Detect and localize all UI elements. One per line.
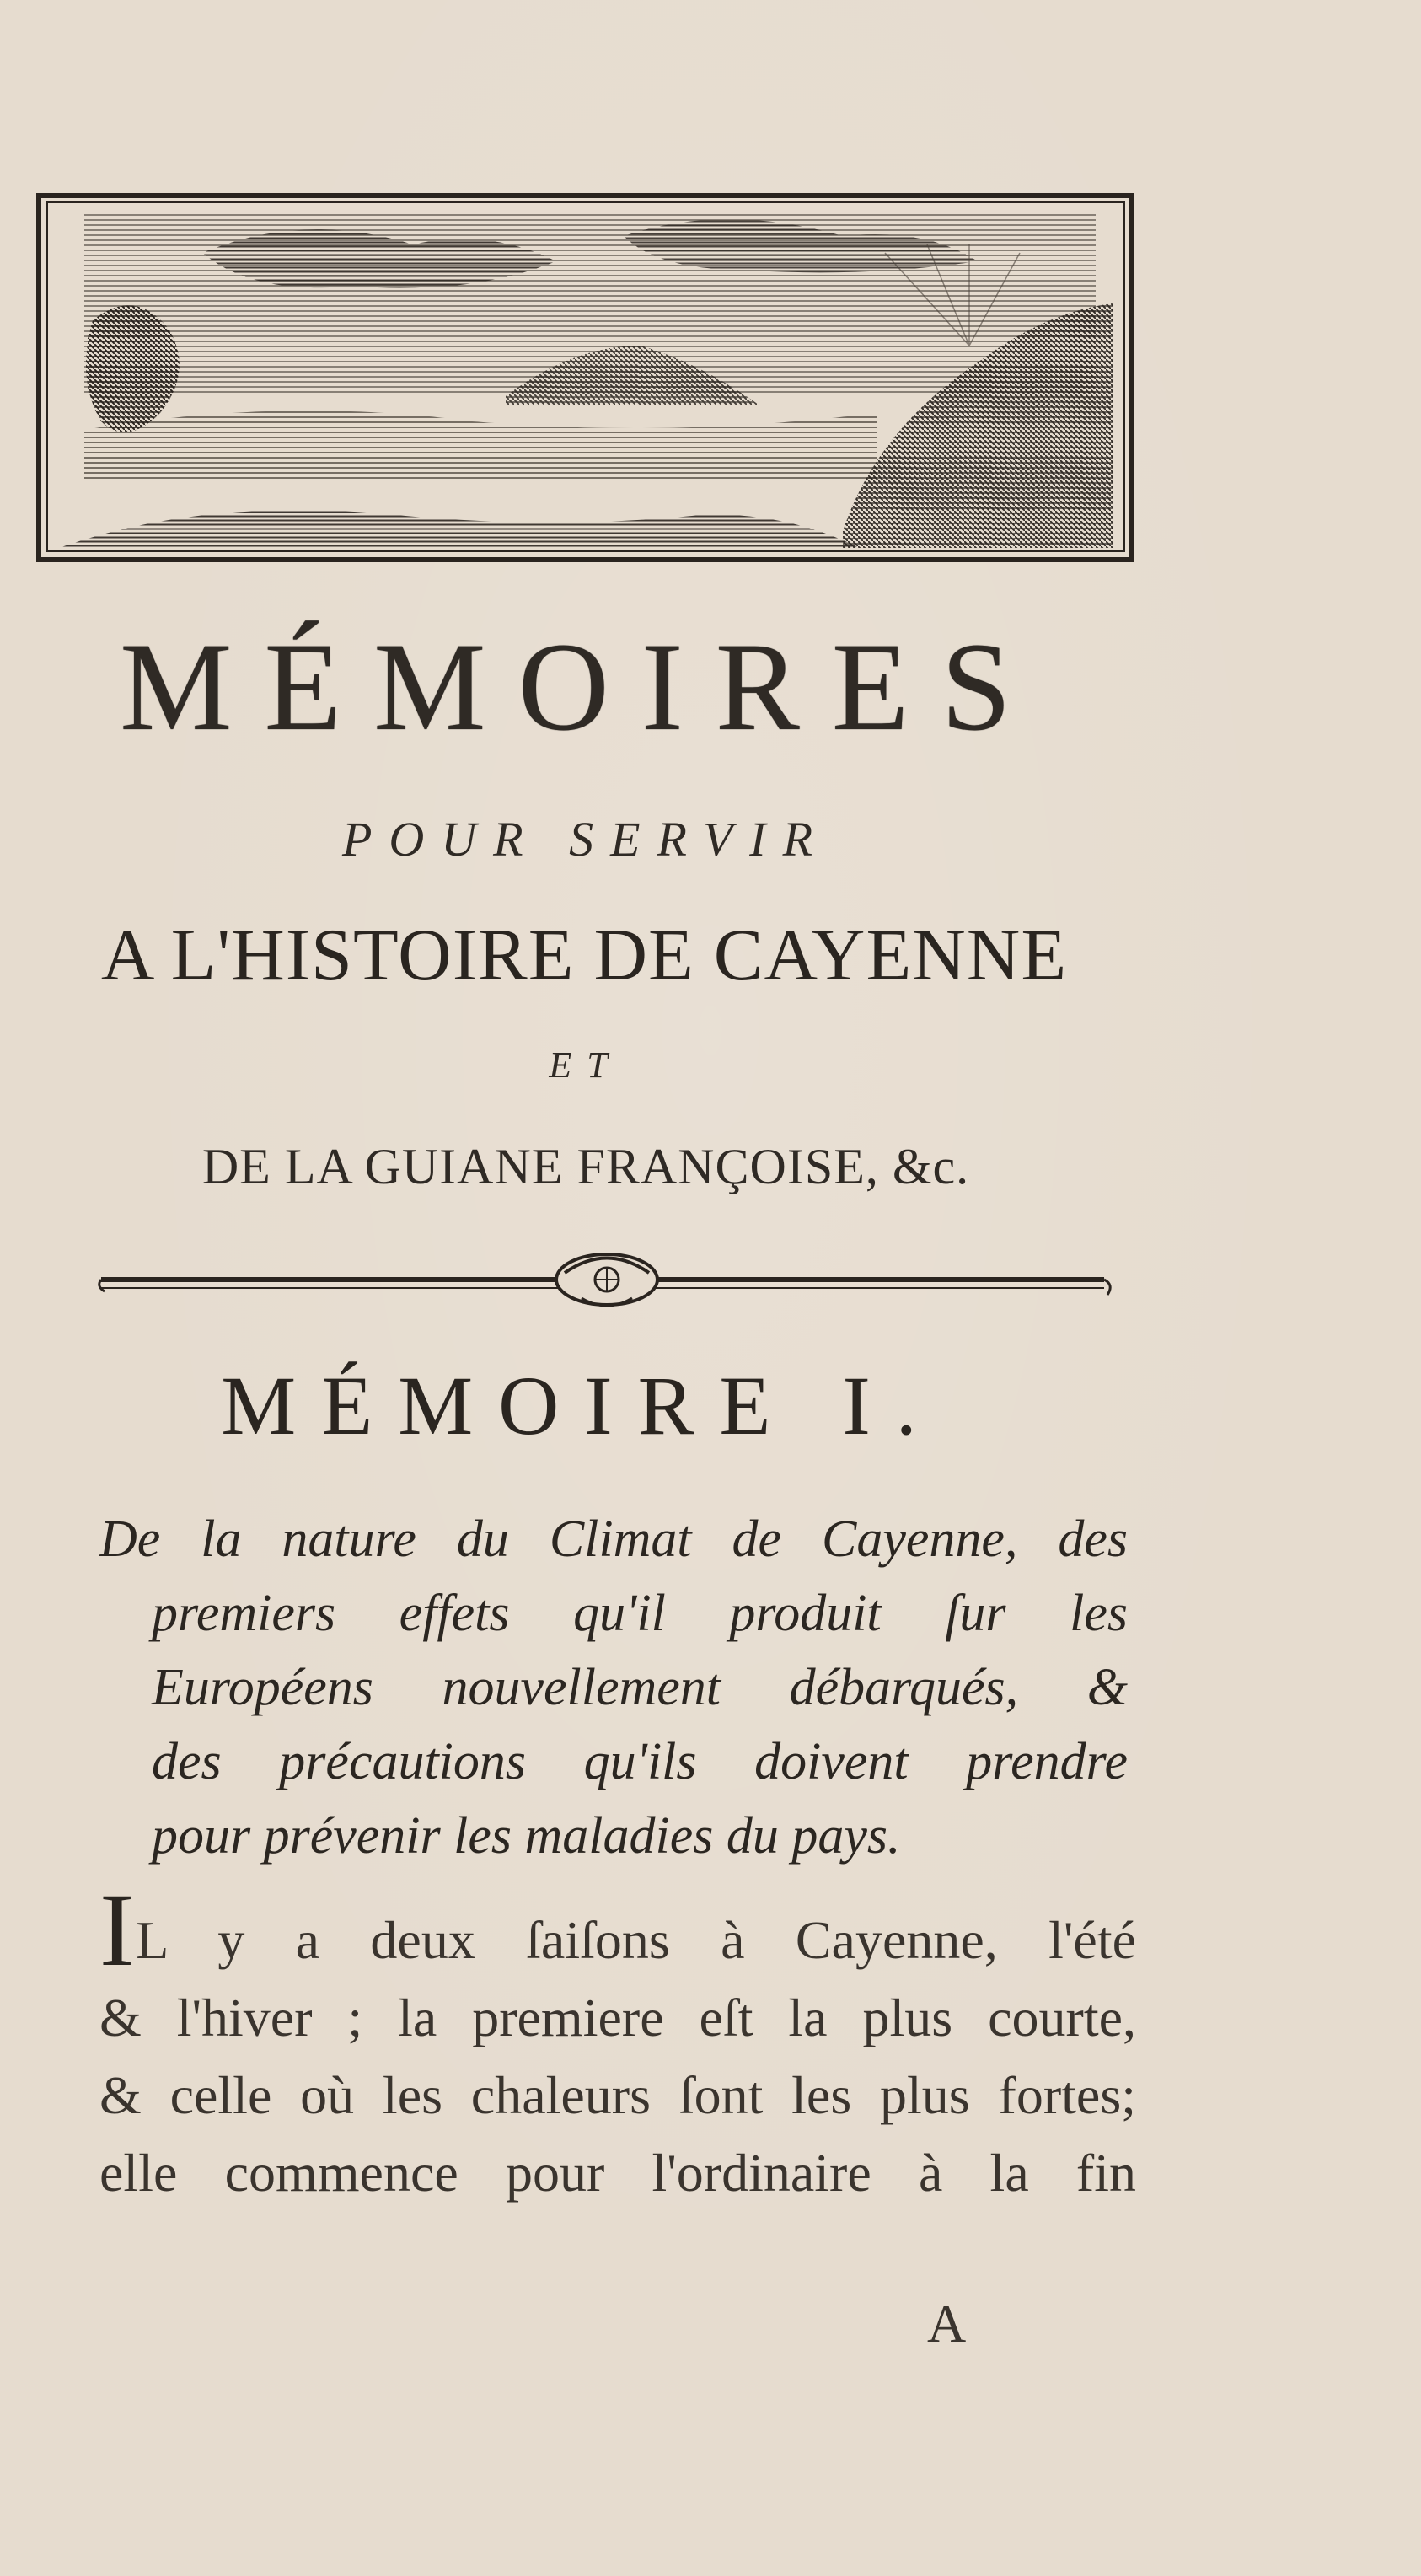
body-line: & celle où les chaleurs ſont les plus fortes; [99,2065,1136,2125]
drop-cap: I [99,1872,135,1988]
body-line: elle commence pour l'ordinaire à la fin [99,2143,1136,2203]
summary-line: des précautions qu'ils doivent prendre [152,1733,1128,1790]
memoire-heading: MÉMOIRE I. [221,1359,942,1452]
body-line: & l'hiver ; la premiere eſt la plus courte, [99,1988,1136,2047]
title-et: ET [549,1044,623,1086]
summary-line: pour prévenir les maladies du pays. [152,1807,901,1865]
title-memoires: MÉMOIRES [120,617,1043,757]
signature-mark: A [927,2294,967,2353]
body-paragraph [99,1872,1136,2212]
body-line-first [99,1872,1136,1988]
title-histoire-de-cayenne: A L'HISTOIRE DE CAYENNE [100,915,1068,996]
title-pour-servir: POUR SERVIR [341,812,830,867]
summary-line: Européens nouvellement débarqués, & [152,1659,1128,1716]
summary-line: De la nature du Climat de Cayenne, des [99,1511,1128,1568]
title-guiane-francoise: DE LA GUIANE FRANÇOISE, &c. [201,1139,970,1194]
summary-line: premiers effets qu'il produit ſur les [152,1585,1128,1642]
chapter-summary [99,1502,1128,1873]
engraved-landscape-headpiece [34,177,1139,573]
body-line: L y a deux ſaiſons à Cayenne, l'été [136,1910,1136,1970]
decorative-rule-ornament [93,1239,1121,1315]
